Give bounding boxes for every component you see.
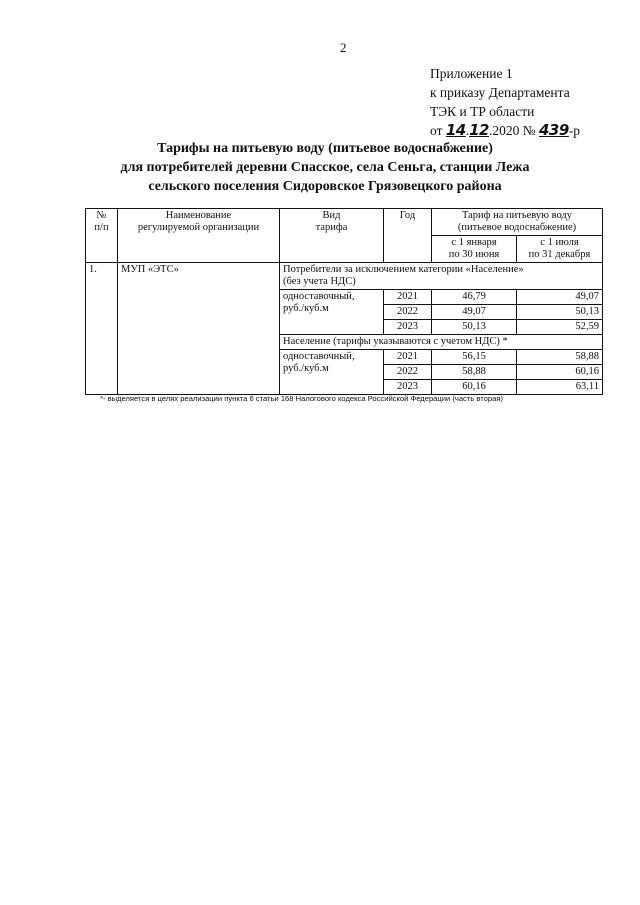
table-row bbox=[86, 263, 603, 290]
tariff-table bbox=[85, 208, 603, 395]
year-cell: 2023 bbox=[384, 320, 432, 335]
header-tariff-type: Вид тарифа bbox=[280, 209, 384, 263]
year-cell: 2022 bbox=[384, 305, 432, 320]
header-year: Год bbox=[384, 209, 432, 263]
group2-title: Население (тарифы указываются с учетом НДС) * bbox=[280, 335, 603, 350]
title-line-3: сельского поселения Сидоровское Грязовецкого района bbox=[148, 179, 502, 194]
tariff-h2-cell: 50,13 bbox=[517, 305, 603, 320]
table-header-row bbox=[86, 209, 603, 236]
year-cell: 2022 bbox=[384, 365, 432, 380]
date-day: 14 bbox=[445, 121, 466, 139]
order-number: 439 bbox=[539, 121, 569, 139]
header-organization: Наименование регулируемой организации bbox=[118, 209, 280, 263]
tariff-h2-cell: 52,59 bbox=[517, 320, 603, 335]
header-tariff: Тариф на питьевую воду (питьевое водоснабжение) bbox=[432, 209, 603, 236]
tariff-h2-cell: 49,07 bbox=[517, 290, 603, 305]
tariff-h2-cell: 58,88 bbox=[517, 350, 603, 365]
appendix-title: Приложение 1 bbox=[430, 66, 513, 81]
year-cell: 2021 bbox=[384, 350, 432, 365]
date-month: 12 bbox=[469, 121, 489, 139]
group1-title: Потребители за исключением категории «Население» (без учета НДС) bbox=[280, 263, 603, 290]
date-year-number-label: .2020 № bbox=[488, 123, 536, 138]
order-suffix: -р bbox=[568, 123, 581, 138]
group2-tariff-type: одноставочный, руб./куб.м bbox=[280, 350, 384, 395]
row-number: 1. bbox=[86, 263, 118, 395]
organization-name: МУП «ЭТС» bbox=[118, 263, 280, 395]
header-period-first-half: с 1 января по 30 июня bbox=[432, 236, 517, 263]
appendix-order-line: к приказу Департамента bbox=[430, 85, 570, 100]
footnote: *- выделяется в целях реализации пункта 6 статьи 168 Налогового кодекса Российской Федерации (часть вторая) bbox=[100, 394, 503, 403]
title-line-2: для потребителей деревни Спасское, села Сеньга, станции Лежа bbox=[120, 160, 530, 175]
tariff-h1-cell: 60,16 bbox=[432, 380, 517, 395]
appendix-date-line bbox=[430, 121, 580, 140]
year-cell: 2021 bbox=[384, 290, 432, 305]
tariff-h2-cell: 63,11 bbox=[517, 380, 603, 395]
header-num: № п/п bbox=[86, 209, 118, 263]
document-title bbox=[95, 139, 555, 196]
appendix-block bbox=[430, 64, 580, 140]
tariff-h1-cell: 46,79 bbox=[432, 290, 517, 305]
page-number: 2 bbox=[340, 40, 347, 55]
date-separator: . bbox=[465, 123, 470, 138]
tariff-h1-cell: 58,88 bbox=[432, 365, 517, 380]
group1-tariff-type: одноставочный, руб./куб.м bbox=[280, 290, 384, 335]
tariff-h1-cell: 50,13 bbox=[432, 320, 517, 335]
appendix-department-line: ТЭК и ТР области bbox=[430, 104, 535, 119]
tariff-h1-cell: 49,07 bbox=[432, 305, 517, 320]
year-cell: 2023 bbox=[384, 380, 432, 395]
title-line-1: Тарифы на питьевую воду (питьевое водоснабжение) bbox=[157, 141, 493, 156]
header-period-second-half: с 1 июля по 31 декабря bbox=[517, 236, 603, 263]
tariff-h1-cell: 56,15 bbox=[432, 350, 517, 365]
date-prefix: от bbox=[430, 123, 443, 138]
tariff-h2-cell: 60,16 bbox=[517, 365, 603, 380]
